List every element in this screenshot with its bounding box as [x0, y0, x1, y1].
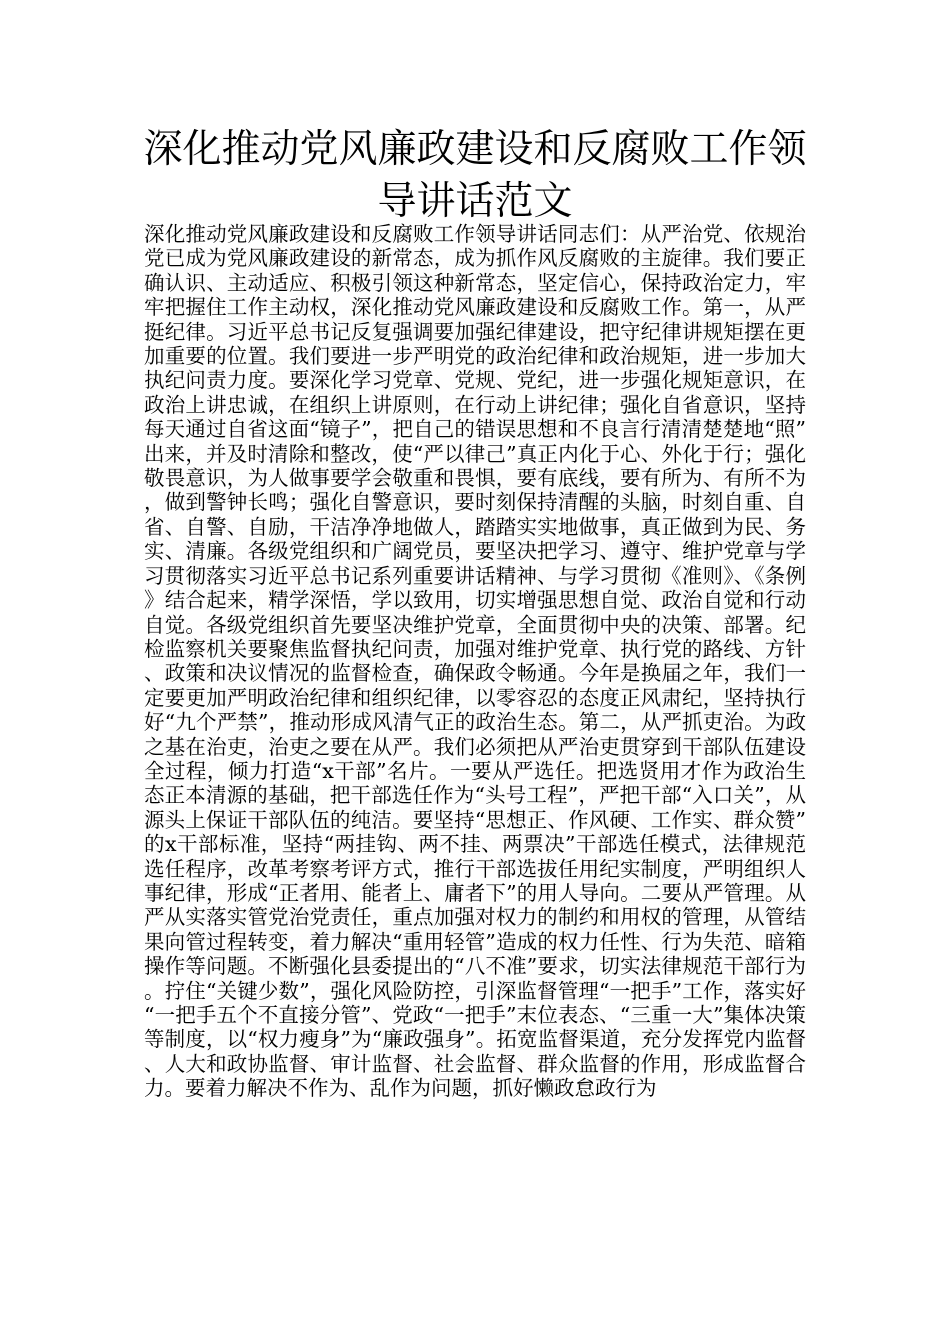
document-title: 深化推动党风廉政建设和反腐败工作领导讲话范文 — [143, 127, 807, 224]
document-body: 深化推动党风廉政建设和反腐败工作领导讲话同志们：从严治党、依规治党已成为党风廉政建设的新常态，成为抓作风反腐败的主旋律。我们要正确认识、主动适应、积极引领这种新常态，坚定信心，保持政治定力，牢牢把握住工作主动权，深化推动党风廉政建设和反腐败工作。第一，从严挺纪律。习近平总书记反复强调要加强纪律建设，把守纪律讲规矩摆在更加重要的位置。我们要进一步严明党的政治纪律和政治规矩，进一步加大执纪问责力度。要深化学习党章、党规、党纪，进一步强化规矩意识，在政治上讲忠诚，在组织上讲原则，在行动上讲纪律；强化自省意识，坚持每天通过自省这面“镜子”，把自己的错误思想和不良言行清清楚楚地“照”出来，并及时清除和整改，使“严以律己”真正内化于心、外化于行；强化敬畏意识，为人做事要学会敬重和畏惧，要有底线，要有所为、有所不为，做到警钟长鸣；强化自警意识，要时刻保持清醒的头脑，时刻自重、自省、自警、自励，干洁净净地做人，踏踏实实地做事，真正做到为民、务实、清廉。各级党组织和广阔党员，要坚决把学习、遵守、维护党章与学习贯彻落实习近平总书记系列重要讲话精神、与学习贯彻《准则》、《条例》结合起来，精学深悟，学以致用，切实增强思想自觉、政治自觉和行动自觉。各级党组织首先要坚决维护党章，全面贯彻中央的决策、部署。纪检监察机关要聚焦监督执纪问责，加强对维护党章、执行党的路线、方针、政策和决议情况的监督检查，确保政令畅通。今年是换届之年，我们一定要更加严明政治纪律和组织纪律，以零容忍的态度正风肃纪，坚持执行好“九个严禁”，推动形成风清气正的政治生态。第二，从严抓吏治。为政之基在治吏，治吏之要在从严。我们必须把从严治吏贯穿到干部队伍建设全过程，倾力打造“x干部”名片。一要从严选任。把选贤用才作为政治生态正本清源的基础，把干部选任作为“头号工程”，严把干部“入口关”，从源头上保证干部队伍的纯洁。要坚持“思想正、作风硬、工作实、群众赞”的x干部标准，坚持“两挂钩、两不挂、两票决”干部选任模式，法律规范选任程序，改革考察考评方式，推行干部选拔任用纪实制度，严明组织人事纪律，形成“正者用、能者上、庸者下”的用人导向。二要从严管理。从严从实落实管党治党责任，重点加强对权力的制约和用权的管理，从管结果向管过程转变，着力解决“重用轻管”造成的权力任性、行为失范、暗箱操作等问题。不断强化县委提出的“八不准”要求，切实法律规范干部行为。拧住“关键少数”，强化风险防控，引深监督管理“一把手”工作，落实好“一把手五个不直接分管”、党政“一把手”末位表态、“三重一大”集体决策等制度，以“权力瘦身”为“廉政强身”。拓宽监督渠道，充分发挥党内监督、人大和政协监督、审计监督、社会监督、群众监督的作用，形成监督合力。要着力解决不作为、乱作为问题，抓好懒政怠政行为 — [144, 222, 806, 1101]
